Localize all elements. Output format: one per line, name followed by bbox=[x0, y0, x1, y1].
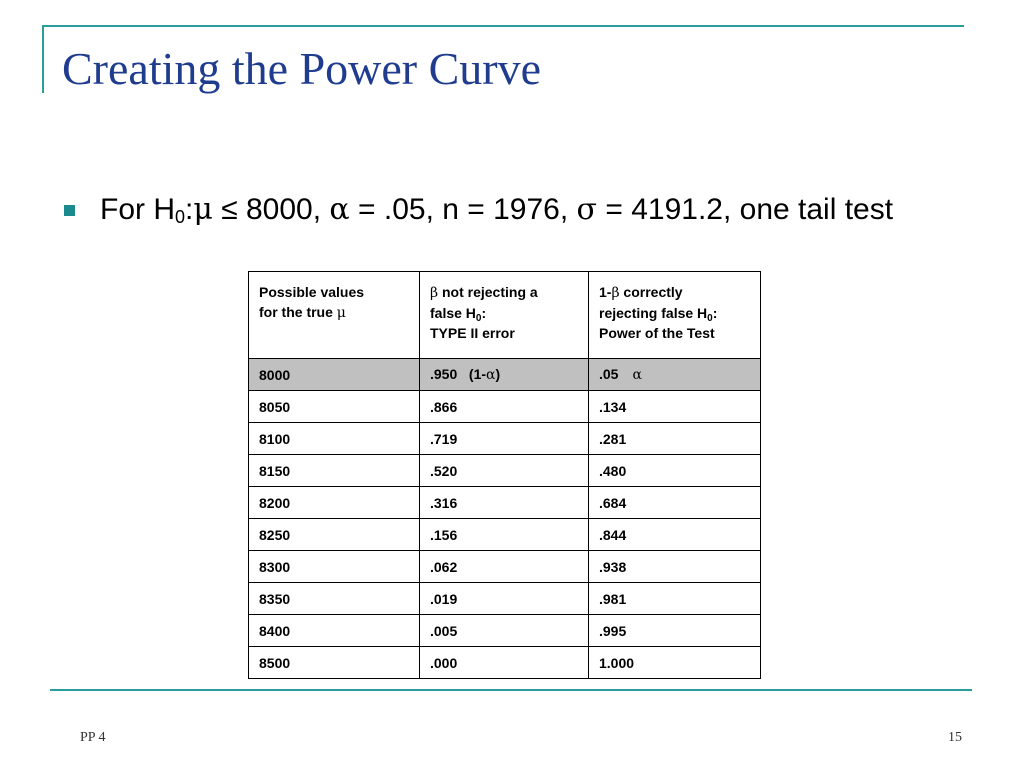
cell-mu: 8100 bbox=[249, 423, 420, 455]
cell-power: .938 bbox=[589, 551, 761, 583]
cell-power: .05 α bbox=[589, 359, 761, 391]
cell-power: .480 bbox=[589, 455, 761, 487]
footer-label: PP 4 bbox=[80, 730, 106, 745]
cell-mu: 8250 bbox=[249, 519, 420, 551]
cell-power: .981 bbox=[589, 583, 761, 615]
cell-beta: .316 bbox=[420, 487, 589, 519]
cell-mu: 8500 bbox=[249, 647, 420, 679]
table-row bbox=[249, 423, 761, 455]
cell-power: .281 bbox=[589, 423, 761, 455]
table-row bbox=[249, 615, 761, 647]
slide-frame-left-rule bbox=[42, 25, 44, 93]
header-possible-mu: Possible values for the true μ bbox=[249, 272, 420, 359]
cell-beta: .019 bbox=[420, 583, 589, 615]
cell-beta: .005 bbox=[420, 615, 589, 647]
table-row bbox=[249, 551, 761, 583]
table-row bbox=[249, 455, 761, 487]
cell-beta: .062 bbox=[420, 551, 589, 583]
table-row bbox=[249, 391, 761, 423]
table-row bbox=[249, 359, 761, 391]
table-header-row bbox=[249, 272, 761, 359]
cell-mu: 8400 bbox=[249, 615, 420, 647]
page-number: 15 bbox=[948, 730, 962, 745]
cell-beta: .156 bbox=[420, 519, 589, 551]
footer-rule bbox=[50, 689, 972, 691]
table-row bbox=[249, 519, 761, 551]
cell-beta: .866 bbox=[420, 391, 589, 423]
table-row bbox=[249, 583, 761, 615]
power-table bbox=[248, 271, 761, 679]
slide-title: Creating the Power Curve bbox=[62, 43, 542, 94]
cell-power: .844 bbox=[589, 519, 761, 551]
alpha-symbol: α bbox=[329, 192, 350, 227]
table-row bbox=[249, 647, 761, 679]
cell-beta: .520 bbox=[420, 455, 589, 487]
header-power: 1-β correctly rejecting false $H_0$: Power of the Test bbox=[589, 272, 761, 359]
cell-beta: .719 bbox=[420, 423, 589, 455]
square-bullet-icon bbox=[64, 205, 75, 216]
cell-beta: .950 (1-α) bbox=[420, 359, 589, 391]
header-beta-type-ii: β not rejecting a false $H_0$: TYPE II error bbox=[420, 272, 589, 359]
cell-beta: .000 bbox=[420, 647, 589, 679]
cell-power: 1.000 bbox=[589, 647, 761, 679]
cell-mu: 8150 bbox=[249, 455, 420, 487]
cell-mu: 8200 bbox=[249, 487, 420, 519]
cell-mu: 8300 bbox=[249, 551, 420, 583]
mu-symbol: μ bbox=[193, 192, 213, 227]
sigma-symbol: σ bbox=[576, 192, 598, 227]
cell-mu: 8050 bbox=[249, 391, 420, 423]
table-row bbox=[249, 487, 761, 519]
cell-mu: 8000 bbox=[249, 359, 420, 391]
slide-frame-top-rule bbox=[42, 25, 964, 27]
bullet-text: For $H_0:\mu \le 8000$, α = .05, n = 1976, σ = 4191.2, one tail test bbox=[100, 192, 894, 227]
cell-mu: 8350 bbox=[249, 583, 420, 615]
cell-power: .684 bbox=[589, 487, 761, 519]
cell-power: .995 bbox=[589, 615, 761, 647]
cell-power: .134 bbox=[589, 391, 761, 423]
